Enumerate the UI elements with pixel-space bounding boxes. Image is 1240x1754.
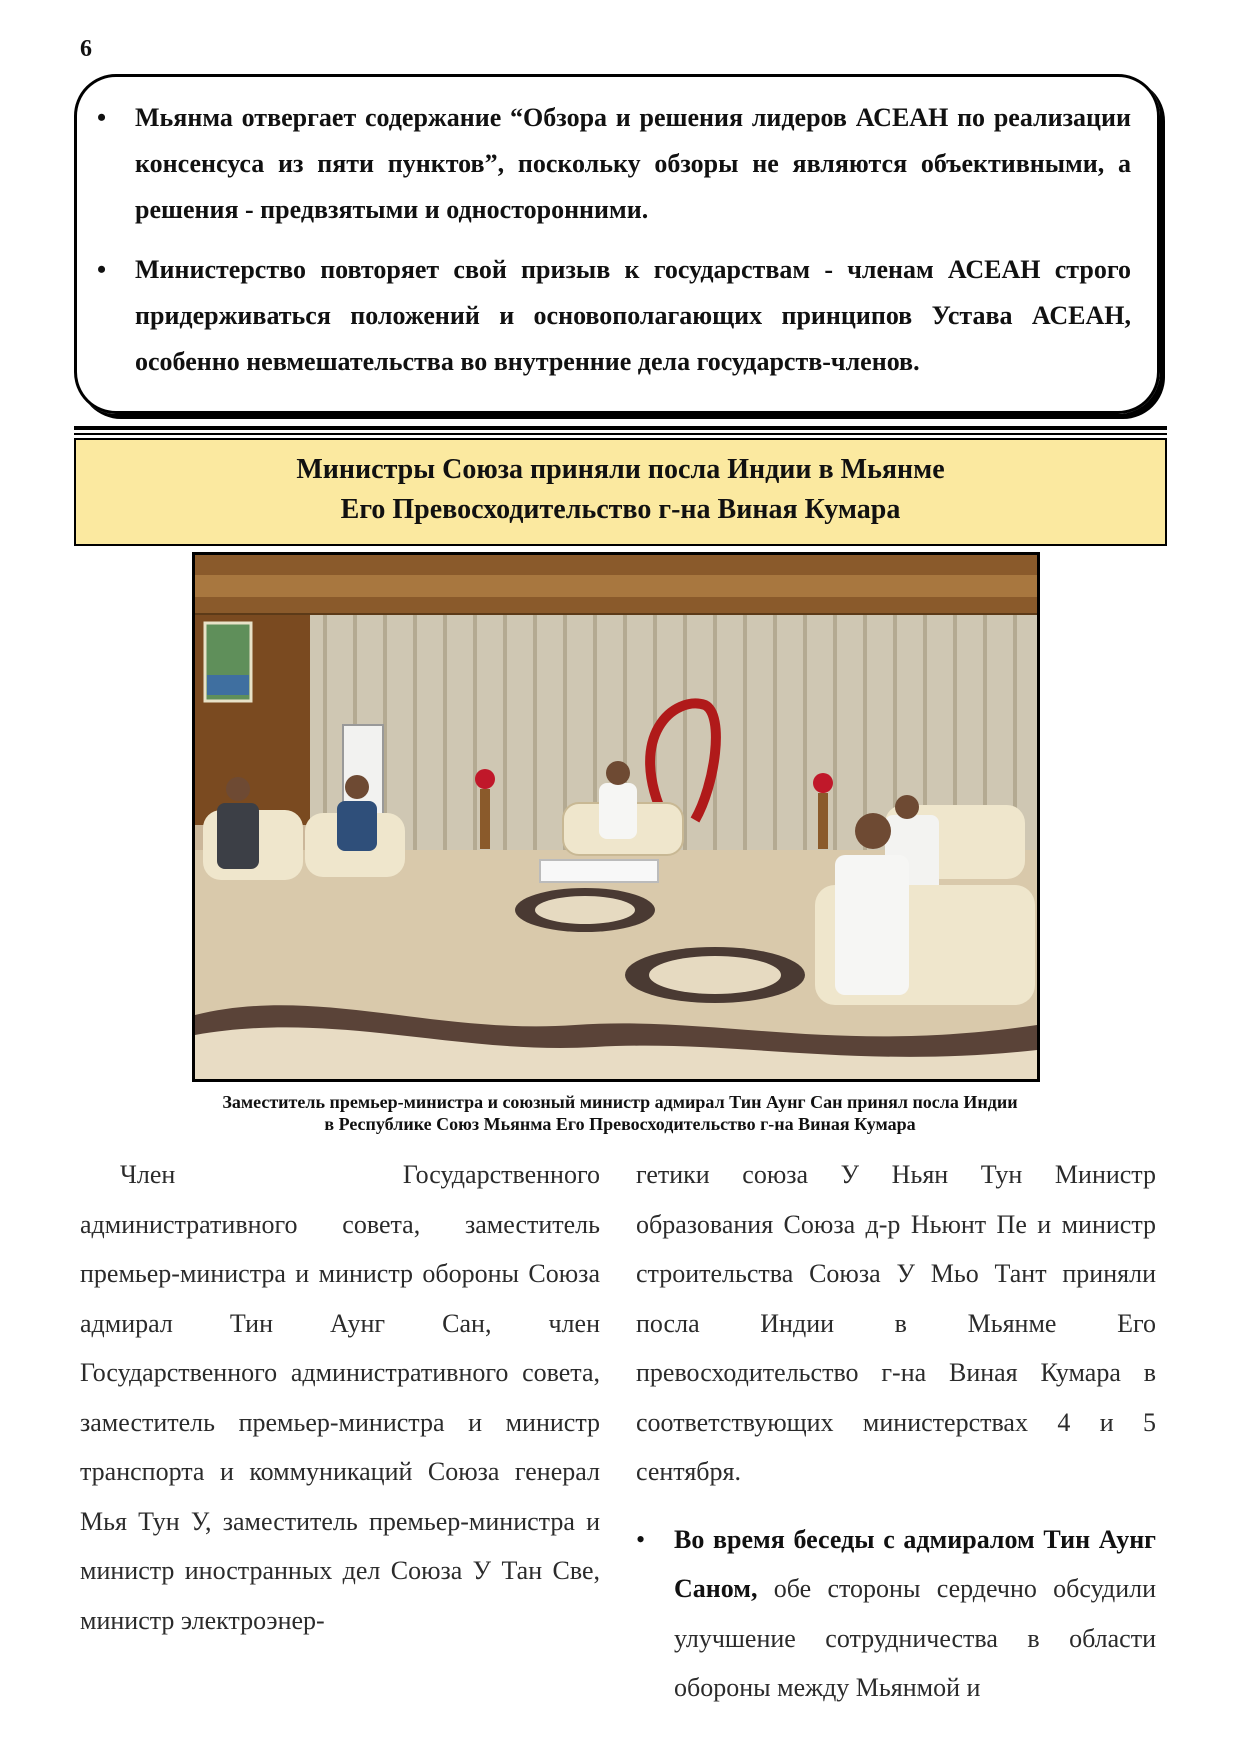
divider-thick (74, 426, 1167, 430)
body-paragraph: Член Государственного административного совета, заместитель премьер-министра и министр обороны Союза адмирал Тин Аунг Сан, член Государственного административного совета, заместитель премьер-министра и министр транспорта и коммуникаций Союза генерал Мья Тун У, заместитель премьер-министра и министр иностранных дел Союза У Тан Све, министр электроэнер- (80, 1160, 600, 1635)
meeting-photo-illustration (195, 555, 1037, 1079)
column-left (80, 1150, 600, 1645)
article-headline (74, 438, 1167, 546)
caption-line-1: Заместитель премьер-министра и союзный министр адмирал Тин Аунг Сан принял посла Индии (222, 1092, 1018, 1112)
statement-list (77, 77, 1157, 385)
statement-box (74, 74, 1160, 414)
caption-line-2: в Республике Союз Мьянма Его Превосходительство г-на Виная Кумара (324, 1114, 916, 1134)
page-number: 6 (80, 36, 92, 62)
body-bullet (636, 1515, 1156, 1713)
headline-line-2: Его Превосходительство г-на Виная Кумара (340, 494, 901, 525)
body-paragraph-continued: гетики союза У Ньян Тун Министр образования Союза д-р Ньюнт Пе и министр строительства Союза У Мьо Тант приняли посла Индии в Мьянме Его превосходительство г-на Виная Кумара в соответствующих министерствах 4 и 5 сентября. (636, 1160, 1156, 1486)
headline-line-1: Министры Союза приняли посла Индии в Мьянме (296, 454, 945, 485)
body-bullet-text: обе стороны сердечно обсудили улучшение сотрудничества в области обороны между Мьянмой и (674, 1574, 1156, 1702)
photo-caption (120, 1091, 1120, 1135)
column-right (636, 1150, 1156, 1713)
meeting-photo (192, 552, 1040, 1082)
divider-thin (74, 433, 1167, 435)
statement-bullet: • Министерство повторяет свой призыв к государствам - членам АСЕАН строго придерживаться положений и основополагающих принципов Устава АСЕАН, особенно невмешательства во внутренние дела государств-членов. (135, 247, 1131, 385)
body-bullet-bold: Во время беседы с адмиралом Тин Аунг Саном, (674, 1524, 1156, 1603)
statement-bullet: • Мьянма отвергает содержание “Обзора и решения лидеров АСЕАН по реализации консенсуса из пяти пунктов”, поскольку обзоры не являются объективными, а решения - предвзятыми и односторонними. (135, 95, 1131, 233)
